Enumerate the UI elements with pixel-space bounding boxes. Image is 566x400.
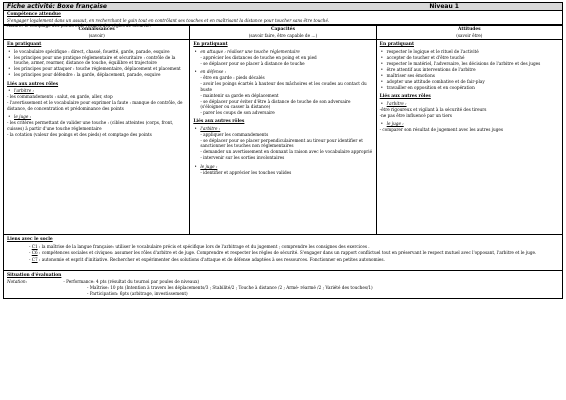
- list-item: - parer les coups de son adversaire: [200, 109, 275, 115]
- skills-table: [3, 25, 563, 235]
- section-heading: Liés aux autres rôles: [193, 119, 245, 125]
- socle-row: - C7 : autonomie et esprit d'initiative. Rechercher et expérimenter des solutions d'attaque et de défense adaptées à ses ressources. Fonctionner en petites autonomies.: [29, 256, 385, 262]
- level-label: Niveau 1: [429, 2, 459, 10]
- list-item: - se déplacer pour se placer à distance de touche: [200, 60, 305, 66]
- socle-text: : compétences sociales et civiques: assumer les rôles d'arbitre et de juge. Comprendre et respecter les règles de sécurité. S'engager dans un rapport conflictuel tout en préservant le respect mutuel avec l'opposant, l'arbitre et le juge.: [38, 250, 537, 256]
- column-title: Attitudes: [458, 27, 481, 32]
- socle-box: [3, 235, 563, 271]
- page-title: Fiche activité: Boxe française: [7, 2, 107, 10]
- list-item: - appliquer les commandements: [200, 132, 269, 138]
- list-item: - les critères permettant de valider une touche : (cibles atteintes (corps, front, cuisses) à partir d'une touche réglementaire: [7, 120, 174, 131]
- socle-heading: Liens avec le socle: [7, 237, 53, 243]
- column-title: Connaissances: [78, 27, 115, 32]
- activity-sheet: [3, 2, 563, 398]
- socle-code: C1: [31, 243, 38, 249]
- list-item: - la cotation (valeur des poings et des pieds) et comptage des points: [7, 131, 152, 137]
- socle-row: - C6 : compétences sociales et civiques: assumer les rôles d'arbitre et de juge. Comprendre et respecter les règles de sécurité. S'engager dans un rapport conflictuel tout en préservant le respect mutuel avec l'opposant, l'arbitre et le juge.: [29, 250, 537, 256]
- list-item: - identifier et apprécier les touches valides: [200, 169, 292, 175]
- list-item: • maîtriser ses émotions: [380, 73, 559, 78]
- column-subtitle: (savoir faire, être capable de …): [248, 32, 318, 38]
- evaluation-line: - Participation: 6pts (arbitrage, investissement): [87, 291, 188, 297]
- list-item: - apprécier les distances de touche en poing et en pied: [200, 54, 317, 60]
- socle-text: : autonomie et esprit d'initiative. Rechercher et expérimenter des solutions d'attaque et de défense adaptées à ses ressources. Fonctionner en petites autonomies.: [38, 256, 385, 262]
- list-item: - avoir les poings écartés à hauteur des mâchoires et les coudes au contact du buste: [200, 81, 367, 92]
- column-subtitle: (savoir): [88, 32, 105, 38]
- competence-heading: Compétence attendue: [7, 12, 61, 17]
- section-heading: En pratiquant: [193, 42, 228, 48]
- section-heading: Liés aux autres rôles: [7, 81, 59, 87]
- evaluation-line: - Maîtrise: 10 pts (Intention à travers les déplacements/3 ; Stabilité/2 ; Touche à distance /2 ; Armé- réarmé /2 ; Variété des touches/1): [87, 285, 373, 291]
- socle-code: C7: [31, 256, 38, 262]
- role-label: • en attaque : réaliser une touche réglementaire: [193, 49, 372, 54]
- list-item: • le vocabulaire spécifique : direct, chassé, fouetté, garde, parade, esquive: [7, 49, 186, 54]
- title-bar: [3, 2, 563, 11]
- list-item: - maintenir sa garde en déplacement: [200, 92, 279, 98]
- attitudes-cell: [376, 40, 562, 235]
- section-heading: En pratiquant: [379, 42, 414, 48]
- section-heading: Liés aux autres rôles: [379, 94, 431, 100]
- role-label: • l'arbitre :: [193, 126, 372, 131]
- list-item: - les commandements : salut, en garde, aller, stop: [7, 94, 113, 100]
- list-item: - intervenir sur les sorties involontaires: [200, 155, 285, 161]
- list-item: • accepter de toucher et d'être touché: [380, 55, 559, 60]
- section-heading: En pratiquant: [7, 42, 42, 48]
- list-item: • les principes pour attaquer : touche réglementaire, déplacement et placement: [7, 66, 186, 71]
- list-item: • être attentif aux interventions de l'arbitre: [380, 67, 559, 72]
- capacities-cell: [190, 40, 376, 235]
- column-header-capacities: [190, 26, 376, 40]
- evaluation-heading: Situation d'évaluation: [7, 273, 62, 279]
- socle-row: - C1 : la maîtrise de la langue française: utiliser le vocabulaire précis et spécifique lors de l'arbitrage et du jugement ; comprendre les consignes des exercices .: [29, 243, 370, 249]
- competence-line: S'engager loyalement dans un assaut, en recherchant le gain tout en contrôlant ses touches et en maîtrisant la distance pour toucher sans être touché.: [7, 17, 330, 23]
- list-item: • respecter le logique et le rituel de l'activité: [380, 49, 559, 54]
- list-item: • travailler en opposition et en coopération: [380, 85, 559, 90]
- list-item: - se déplacer pour éviter d'être à distance de touche de son adversaire (s'éloigner ou casser la distance): [200, 98, 351, 109]
- list-item: - l'avertissement et le vocabulaire pour exprimer la faute : manque de contrôle, de distance, de concentration et prédominance des points: [7, 100, 183, 111]
- knowledge-cell: [4, 40, 190, 235]
- evaluation-line: - Performance: 4 pts (résultat du tournoi par poules de niveaux): [63, 279, 200, 285]
- notation-label: Notation:: [7, 279, 28, 285]
- role-label: • l'arbitre :: [7, 88, 186, 93]
- socle-text: : la maîtrise de la langue française: utiliser le vocabulaire précis et spécifique lors de l'arbitrage et du jugement ; comprendre les consignes des exercices .: [38, 243, 370, 249]
- competence-line: Assurer le comptage des points et le respect des règles de sécurité.: [7, 23, 152, 29]
- list-item: - être en garde : pieds décalés: [200, 75, 265, 81]
- list-item: • respecter le matériel, l'adversaire, les décisions de l'arbitre et des juges: [380, 61, 559, 66]
- role-label: • le juge :: [193, 164, 372, 169]
- column-header-attitudes: [376, 26, 562, 40]
- role-label: • le juge :: [380, 121, 559, 126]
- role-label: • le juge :: [7, 114, 186, 119]
- list-item: - comparer son résultat de jugement avec les autres juges: [379, 127, 504, 133]
- list-item: • les principes pour défendre : la garde, déplacement, parade, esquive: [7, 72, 186, 77]
- evaluation-box: [3, 271, 563, 299]
- evaluation-row: [7, 279, 559, 284]
- list-item: • les principes pour une pratique réglementaire et sécuritaire : contrôle de la touche, armer, rearmer, distance de touche, équilibre et trajectoire: [7, 55, 186, 66]
- list-item: -être rigoureux et vigilant à la sécurité des tireurs: [379, 106, 487, 112]
- list-item: -ne pas être influencé par un tiers: [379, 112, 452, 118]
- column-subtitle: (savoir être): [456, 32, 483, 38]
- role-label: • l'arbitre :: [380, 101, 559, 106]
- role-label: • en défense :: [193, 69, 372, 74]
- socle-code: C6: [31, 250, 38, 256]
- list-item: - se déplacer pour se placer perpendiculairement au tireur pour identifier et sanctionner les touches non réglementaires: [200, 138, 363, 149]
- list-item: • adopter une attitude combative et de fair-play: [380, 79, 559, 84]
- competence-box: [3, 11, 563, 29]
- column-title: Capacités: [271, 27, 295, 32]
- list-item: - demander un avertissement en donnant la raison avec le vocabulaire approprié: [200, 149, 373, 155]
